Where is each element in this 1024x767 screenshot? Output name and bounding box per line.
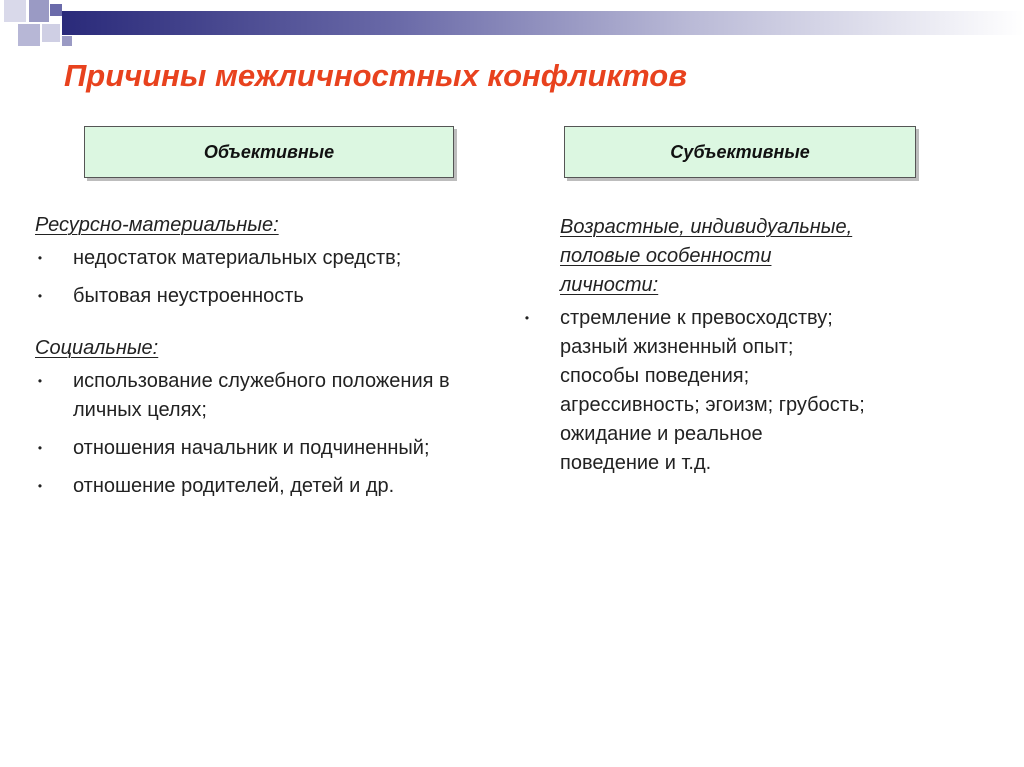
subjective-column <box>522 213 992 487</box>
bullet-icon: • <box>37 441 43 455</box>
list-item <box>35 367 475 425</box>
bullet-icon: • <box>37 479 43 493</box>
list-item-line: стремление к превосходству; <box>560 307 833 329</box>
category-objective-box <box>84 126 454 178</box>
list-item <box>35 244 475 273</box>
list-item <box>35 282 475 311</box>
category-subjective-box <box>564 126 916 178</box>
category-objective-label: Объективные <box>203 141 335 162</box>
decor-square <box>4 0 26 22</box>
category-subjective-label: Субъективные <box>670 141 810 162</box>
list-item-line: агрессивность; эгоизм; грубость; <box>560 394 865 416</box>
header-decoration <box>0 0 1024 60</box>
list-item-text: использование служебного положения в личных целях; <box>73 370 450 421</box>
list-item-line: способы поведения; <box>560 365 750 387</box>
list-item-line: поведение и т.д. <box>560 452 712 474</box>
bullet-icon: • <box>37 251 43 265</box>
list-item-line: разный жизненный опыт; <box>560 336 794 358</box>
header-gradient-bar <box>62 11 1024 35</box>
decor-square <box>18 24 40 46</box>
subjective-list <box>522 304 992 478</box>
decor-square <box>42 24 60 42</box>
decor-square <box>62 36 72 46</box>
resource-heading: Ресурсно-материальные: <box>35 214 279 236</box>
list-item-text: отношения начальник и подчиненный; <box>73 437 430 459</box>
subjective-heading-line: личности: <box>560 274 659 296</box>
list-item <box>35 434 475 463</box>
bullet-icon: • <box>37 374 43 388</box>
social-heading: Социальные: <box>35 337 159 359</box>
bullet-icon: • <box>37 289 43 303</box>
list-item <box>35 472 475 501</box>
list-item <box>522 304 992 478</box>
subjective-heading-line: половые особенности <box>560 245 772 267</box>
list-item-text: недостаток материальных средств; <box>73 247 402 269</box>
slide-title: Причины межличностных конфликтов <box>64 58 687 93</box>
bullet-icon: • <box>524 311 530 325</box>
list-item-text: бытовая неустроенность <box>73 285 304 307</box>
objective-column <box>35 211 475 510</box>
decor-square <box>50 4 62 16</box>
decor-square <box>29 0 49 22</box>
social-list <box>35 367 475 501</box>
subjective-heading-line: Возрастные, индивидуальные, <box>560 216 853 238</box>
resource-list <box>35 244 475 311</box>
list-item-text: отношение родителей, детей и др. <box>73 475 395 497</box>
subjective-heading <box>560 213 992 300</box>
list-item-line: ожидание и реальное <box>560 423 763 445</box>
